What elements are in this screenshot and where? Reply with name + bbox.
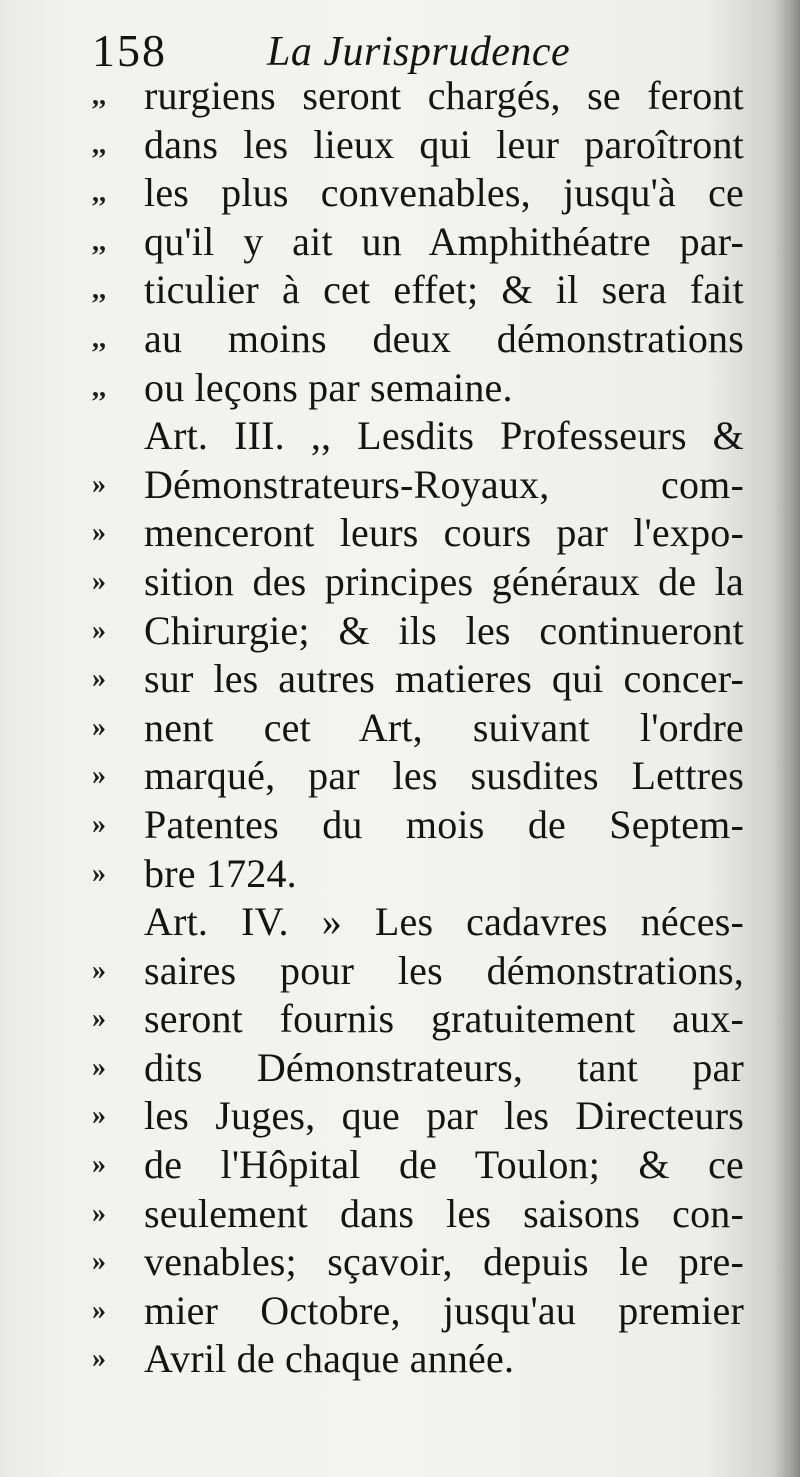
quotation-marker: ,, (92, 225, 106, 257)
text-line (92, 461, 752, 510)
text-line (92, 1335, 752, 1384)
line-text: marqué, par les susdites Lettres (144, 753, 744, 799)
line-text: les Juges, que par les Directeurs (144, 1093, 744, 1139)
line-text: dans les lieux qui leur paroîtront (144, 121, 744, 167)
quotation-marker: » (92, 1051, 106, 1083)
text-line (92, 169, 752, 218)
text-line (92, 121, 752, 170)
quotation-marker: ,, (92, 177, 106, 209)
quotation-marker: » (92, 565, 106, 597)
text-line (92, 558, 752, 607)
quotation-marker: » (92, 1197, 106, 1229)
line-text: Art. IV. » Les cadavres néces- (144, 899, 744, 945)
line-text: au moins deux démonstrations (144, 315, 744, 361)
text-line (92, 364, 752, 413)
text-line (92, 655, 752, 704)
quotation-marker: » (92, 517, 106, 549)
text-line (92, 72, 752, 121)
text-line (92, 995, 752, 1044)
page-edge-shadow (774, 0, 800, 1477)
line-text: de l'Hôpital de Toulon; & ce (144, 1142, 744, 1188)
line-text: sition des principes généraux de la (144, 558, 744, 604)
quotation-marker: » (92, 1343, 106, 1375)
line-text: rurgiens seront chargés, se feront (144, 73, 744, 118)
quotation-marker: » (92, 614, 106, 646)
quotation-marker: » (92, 1149, 106, 1181)
line-text: les plus convenables, jusqu'à ce (144, 170, 744, 216)
text-line (92, 850, 752, 899)
line-text: bre 1724. (144, 850, 297, 896)
line-text: Avril de chaque année. (144, 1336, 515, 1382)
text-line (92, 1141, 752, 1190)
running-title: La Jurisprudence (267, 29, 571, 75)
line-text: qu'il y ait un Amphithéatre par- (144, 218, 744, 264)
quotation-marker: » (92, 468, 106, 500)
line-text: mier Octobre, jusqu'au premier (144, 1287, 744, 1333)
line-text: ticulier à cet effet; & il sera fait (144, 267, 744, 313)
quotation-marker: » (92, 760, 106, 792)
line-text: Art. III. ,, Lesdits Professeurs & (144, 413, 744, 459)
text-line (92, 947, 752, 996)
line-text: venables; sçavoir, depuis le pre- (144, 1239, 744, 1285)
line-text: sur les autres matieres qui concer- (144, 656, 744, 702)
text-line (92, 412, 752, 461)
quotation-marker: ,, (92, 371, 106, 403)
page-number: 158 (92, 25, 167, 76)
text-line (92, 1044, 752, 1093)
line-text: Démonstrateurs-Royaux, com- (144, 461, 744, 507)
quotation-marker: ,, (92, 128, 106, 160)
quotation-marker: » (92, 954, 106, 986)
quotation-marker: » (92, 857, 106, 889)
line-text: Patentes du mois de Septem- (144, 801, 744, 847)
body-text (92, 72, 752, 1384)
quotation-marker: ,, (92, 274, 106, 306)
line-text: ou leçons par semaine. (144, 364, 513, 410)
page-header (92, 18, 652, 78)
quotation-marker: » (92, 1294, 106, 1326)
line-text: dits Démonstrateurs, tant par (144, 1044, 744, 1090)
quotation-marker: » (92, 808, 106, 840)
text-line (92, 898, 752, 947)
quotation-marker: » (92, 663, 106, 695)
text-line (92, 801, 752, 850)
quotation-marker: » (92, 1246, 106, 1278)
line-text: menceront leurs cours par l'expo- (144, 510, 744, 556)
text-line (92, 1238, 752, 1287)
text-line (92, 266, 752, 315)
text-line (92, 1190, 752, 1239)
text-line (92, 704, 752, 753)
text-line (92, 752, 752, 801)
quotation-marker: ,, (92, 80, 106, 111)
line-text: saires pour les démonstrations, (144, 947, 744, 993)
text-line (92, 607, 752, 656)
text-line (92, 218, 752, 267)
quotation-marker: ,, (92, 322, 106, 354)
text-line (92, 509, 752, 558)
line-text: Chirurgie; & ils les continueront (144, 607, 744, 653)
text-line (92, 1287, 752, 1336)
quotation-marker: » (92, 1100, 106, 1132)
line-text: nent cet Art, suivant l'ordre (144, 704, 744, 750)
line-text: seront fournis gratuitement aux- (144, 996, 744, 1042)
text-line (92, 315, 752, 364)
text-line (92, 1092, 752, 1141)
quotation-marker: » (92, 711, 106, 743)
line-text: seulement dans les saisons con- (144, 1190, 744, 1236)
quotation-marker: » (92, 1003, 106, 1035)
